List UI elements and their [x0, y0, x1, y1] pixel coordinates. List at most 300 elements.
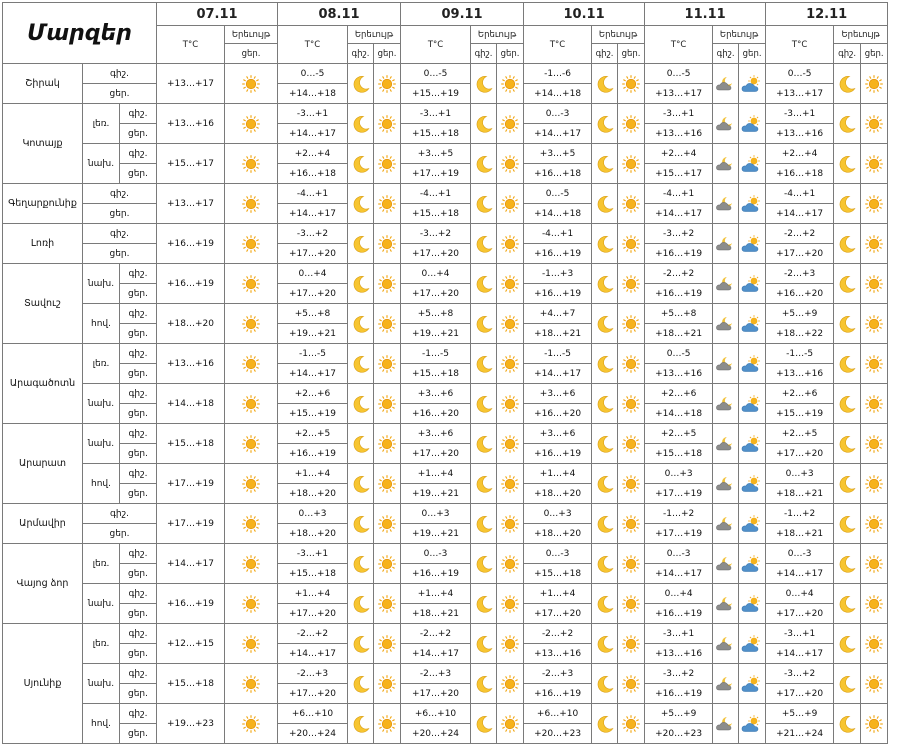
day-temp: +16…+19	[524, 244, 592, 264]
moon-icon	[471, 104, 497, 144]
day-label: ցեր.	[83, 204, 157, 224]
night-temp: -2…+3	[401, 664, 471, 684]
day-temp: +20…+24	[401, 724, 471, 744]
night-label: գիշ.	[120, 344, 157, 364]
day-temp: +18…+21	[766, 524, 834, 544]
night-temp: 0…+4	[278, 264, 348, 284]
sun-icon	[225, 184, 278, 224]
sun-icon	[618, 664, 645, 704]
night-temp: -1…+2	[766, 504, 834, 524]
day-label: ցեր.	[120, 164, 157, 184]
sun-icon	[225, 264, 278, 304]
day-temp: +17…+20	[766, 604, 834, 624]
day-temp: +14…+17	[278, 124, 348, 144]
day-temp: +18…+21	[401, 604, 471, 624]
moon-icon	[471, 144, 497, 184]
sun-icon	[374, 264, 401, 304]
night-temp: 0…-3	[524, 104, 592, 124]
moon-icon	[348, 704, 374, 744]
moon-icon	[592, 224, 618, 264]
moon-icon	[592, 384, 618, 424]
day-label: ցեր.	[83, 524, 157, 544]
night-temp: 0…+4	[401, 264, 471, 284]
moon-icon	[592, 184, 618, 224]
day-temp: +14…+17	[278, 204, 348, 224]
moon-icon	[348, 184, 374, 224]
cloud-moon-icon	[713, 544, 739, 584]
moon-icon	[348, 664, 374, 704]
night-temp: +1…+4	[401, 464, 471, 484]
night-temp: 0…-5	[645, 64, 713, 84]
sun-icon	[225, 664, 278, 704]
night-temp: -3…+2	[401, 224, 471, 244]
night-temp: +2…+4	[645, 144, 713, 164]
day-label: ցեր.	[120, 444, 157, 464]
temp-header: T°C	[645, 26, 713, 64]
sun-icon	[374, 304, 401, 344]
night-temp: -4…+1	[401, 184, 471, 204]
day-temp: +16…+19	[645, 604, 713, 624]
day-temp: +15…+19	[401, 84, 471, 104]
sun-icon	[374, 344, 401, 384]
phenomena-header: Երեւույթ	[713, 26, 766, 44]
day-temp: +19…+21	[278, 324, 348, 344]
moon-icon	[834, 304, 861, 344]
night-temp: +5…+8	[645, 304, 713, 324]
sun-icon	[618, 304, 645, 344]
moon-icon	[834, 344, 861, 384]
zone-label: լեռ.	[83, 544, 120, 584]
region-name: Վայոց ձոր	[3, 544, 83, 624]
cloud-moon-icon	[713, 264, 739, 304]
day-label: ցեր.	[120, 644, 157, 664]
night-label: գիշ.	[120, 304, 157, 324]
night-temp: -3…+1	[401, 104, 471, 124]
night-label: գիշ.	[120, 144, 157, 164]
day-label: ցեր.	[120, 564, 157, 584]
night-temp: +2…+4	[278, 144, 348, 164]
moon-icon	[592, 104, 618, 144]
night-subheader: գիշ.	[592, 44, 618, 64]
day-temp: +14…+17	[766, 644, 834, 664]
sun-icon	[861, 584, 888, 624]
night-temp: -3…+2	[645, 224, 713, 244]
cloud-sun-icon	[739, 184, 766, 224]
sun-icon	[225, 384, 278, 424]
sun-icon	[374, 104, 401, 144]
day-temp: +15…+18	[401, 124, 471, 144]
day-temp: +15…+18	[524, 564, 592, 584]
moon-icon	[348, 264, 374, 304]
temp-header: T°C	[278, 26, 348, 64]
night-temp: -2…+3	[278, 664, 348, 684]
day-temp: +19…+21	[401, 524, 471, 544]
night-label: գիշ.	[120, 264, 157, 284]
sun-icon	[861, 504, 888, 544]
day-temp: +13…+17	[645, 84, 713, 104]
moon-icon	[348, 64, 374, 104]
day-temp: +20…+23	[645, 724, 713, 744]
day-temp: +14…+18	[278, 84, 348, 104]
table-row	[3, 624, 888, 644]
moon-icon	[348, 424, 374, 464]
day-temp: +15…+18	[278, 564, 348, 584]
moon-icon	[471, 424, 497, 464]
night-temp: -3…+1	[645, 624, 713, 644]
day-temp: +13…+16	[524, 644, 592, 664]
sun-icon	[618, 344, 645, 384]
moon-icon	[471, 184, 497, 224]
night-temp: -2…+2	[645, 264, 713, 284]
day-subheader: ցեր.	[374, 44, 401, 64]
sun-icon	[618, 264, 645, 304]
night-temp: 0…-3	[766, 544, 834, 564]
table-row	[3, 584, 888, 604]
sun-icon	[374, 704, 401, 744]
night-temp: +5…+9	[645, 704, 713, 724]
sun-icon	[225, 504, 278, 544]
sun-icon	[497, 264, 524, 304]
night-temp: 0…+3	[766, 464, 834, 484]
region-name: Արմավիր	[3, 504, 83, 544]
night-temp: -1…-6	[524, 64, 592, 84]
night-label: գիշ.	[120, 424, 157, 444]
night-temp: -3…+2	[278, 224, 348, 244]
day-subheader: ցեր.	[861, 44, 888, 64]
moon-icon	[348, 304, 374, 344]
sun-icon	[374, 624, 401, 664]
sun-icon	[861, 104, 888, 144]
region-name: Արագածոտն	[3, 344, 83, 424]
cloud-moon-icon	[713, 384, 739, 424]
zone-label: հով.	[83, 304, 120, 344]
night-temp: +6…+10	[401, 704, 471, 724]
day-temp: +16…+19	[157, 584, 225, 624]
night-temp: -2…+2	[401, 624, 471, 644]
night-temp: +5…+8	[401, 304, 471, 324]
day-temp: +15…+18	[157, 424, 225, 464]
night-temp: -3…+2	[766, 664, 834, 684]
sun-icon	[497, 144, 524, 184]
night-temp: -1…+3	[524, 264, 592, 284]
moon-icon	[471, 464, 497, 504]
moon-icon	[471, 624, 497, 664]
moon-icon	[834, 184, 861, 224]
day-label: ցեր.	[83, 84, 157, 104]
moon-icon	[471, 504, 497, 544]
night-subheader: գիշ.	[348, 44, 374, 64]
cloud-sun-icon	[739, 464, 766, 504]
cloud-sun-icon	[739, 504, 766, 544]
moon-icon	[471, 384, 497, 424]
day-temp: +14…+17	[645, 564, 713, 584]
moon-icon	[348, 504, 374, 544]
sun-icon	[374, 64, 401, 104]
moon-icon	[834, 464, 861, 504]
night-temp: 0…+4	[766, 584, 834, 604]
night-label: գիշ.	[120, 664, 157, 684]
zone-label: նախ.	[83, 144, 120, 184]
night-temp: -1…-5	[524, 344, 592, 364]
sun-icon	[374, 584, 401, 624]
moon-icon	[348, 544, 374, 584]
moon-icon	[592, 624, 618, 664]
day-temp: +17…+20	[278, 284, 348, 304]
cloud-sun-icon	[739, 64, 766, 104]
day-temp: +18…+21	[524, 324, 592, 344]
zone-label: նախ.	[83, 584, 120, 624]
day-temp: +17…+20	[278, 684, 348, 704]
day-temp: +13…+16	[157, 104, 225, 144]
sun-icon	[618, 624, 645, 664]
cloud-sun-icon	[739, 584, 766, 624]
night-subheader: գիշ.	[471, 44, 497, 64]
night-temp: 0…+3	[401, 504, 471, 524]
day-temp: +17…+19	[157, 464, 225, 504]
cloud-moon-icon	[713, 704, 739, 744]
day-temp: +14…+17	[766, 204, 834, 224]
sun-icon	[225, 464, 278, 504]
cloud-moon-icon	[713, 624, 739, 664]
night-temp: +3…+6	[401, 384, 471, 404]
day-temp: +14…+18	[524, 204, 592, 224]
region-name: Սյունիք	[3, 624, 83, 744]
moon-icon	[834, 664, 861, 704]
day-temp: +16…+19	[645, 284, 713, 304]
moon-icon	[348, 224, 374, 264]
day-temp: +14…+17	[157, 544, 225, 584]
sun-icon	[618, 704, 645, 744]
day-temp: +16…+19	[524, 684, 592, 704]
sun-icon	[497, 304, 524, 344]
sun-icon	[618, 584, 645, 624]
night-temp: -4…+1	[645, 184, 713, 204]
zone-label: հով.	[83, 464, 120, 504]
day-temp: +16…+19	[278, 444, 348, 464]
sun-icon	[225, 584, 278, 624]
day-temp: +17…+20	[766, 684, 834, 704]
cloud-sun-icon	[739, 304, 766, 344]
sun-icon	[374, 224, 401, 264]
night-temp: +3…+6	[524, 384, 592, 404]
night-temp: 0…+3	[278, 504, 348, 524]
sun-icon	[618, 464, 645, 504]
day-temp: +17…+20	[401, 444, 471, 464]
day-label: ցեր.	[120, 124, 157, 144]
moon-icon	[471, 664, 497, 704]
sun-icon	[225, 64, 278, 104]
sun-icon	[861, 224, 888, 264]
day-temp: +15…+18	[645, 444, 713, 464]
sun-icon	[225, 224, 278, 264]
region-name: Կոտայք	[3, 104, 83, 184]
date-header: 09.11	[401, 3, 524, 26]
cloud-sun-icon	[739, 224, 766, 264]
night-label: գիշ.	[120, 464, 157, 484]
day-temp: +14…+17	[645, 204, 713, 224]
temp-header: T°C	[401, 26, 471, 64]
day-temp: +14…+17	[766, 564, 834, 584]
night-temp: 0…-5	[278, 64, 348, 84]
sun-icon	[374, 384, 401, 424]
sun-icon	[861, 304, 888, 344]
moon-icon	[592, 584, 618, 624]
cloud-sun-icon	[739, 344, 766, 384]
sun-icon	[861, 704, 888, 744]
sun-icon	[861, 664, 888, 704]
table-row	[3, 664, 888, 684]
day-label: ցեր.	[120, 284, 157, 304]
temp-header: T°C	[766, 26, 834, 64]
day-temp: +13…+17	[157, 64, 225, 104]
zone-label: լեռ.	[83, 104, 120, 144]
night-temp: +2…+5	[278, 424, 348, 444]
night-temp: -3…+2	[645, 664, 713, 684]
sun-icon	[374, 544, 401, 584]
day-temp: +15…+18	[157, 664, 225, 704]
temp-header: T°C	[157, 26, 225, 64]
day-temp: +16…+18	[766, 164, 834, 184]
table-row	[3, 184, 888, 204]
sun-icon	[861, 64, 888, 104]
day-label: ցեր.	[83, 244, 157, 264]
sun-icon	[497, 624, 524, 664]
night-label: գիշ.	[120, 104, 157, 124]
date-header: 11.11	[645, 3, 766, 26]
moon-icon	[471, 264, 497, 304]
night-label: գիշ.	[83, 504, 157, 524]
day-temp: +19…+23	[157, 704, 225, 744]
day-temp: +17…+20	[524, 604, 592, 624]
moon-icon	[834, 584, 861, 624]
moon-icon	[592, 544, 618, 584]
day-label: ցեր.	[120, 604, 157, 624]
day-label: ցեր.	[120, 364, 157, 384]
sun-icon	[497, 544, 524, 584]
night-temp: +2…+5	[766, 424, 834, 444]
day-temp: +16…+19	[157, 224, 225, 264]
moon-icon	[471, 544, 497, 584]
sun-icon	[374, 504, 401, 544]
moon-icon	[592, 144, 618, 184]
night-temp: -2…+2	[278, 624, 348, 644]
sun-icon	[225, 104, 278, 144]
night-temp: +3…+5	[524, 144, 592, 164]
sun-icon	[497, 184, 524, 224]
sun-icon	[374, 144, 401, 184]
date-header: 08.11	[278, 3, 401, 26]
date-header: 10.11	[524, 3, 645, 26]
day-temp: +16…+18	[278, 164, 348, 184]
night-temp: +1…+4	[278, 584, 348, 604]
sun-icon	[497, 344, 524, 384]
day-temp: +14…+17	[401, 644, 471, 664]
sun-icon	[225, 144, 278, 184]
night-label: գիշ.	[120, 384, 157, 404]
table-row	[3, 704, 888, 724]
sun-icon	[225, 304, 278, 344]
sun-icon	[618, 544, 645, 584]
moon-icon	[592, 664, 618, 704]
cloud-moon-icon	[713, 144, 739, 184]
day-temp: +13…+16	[645, 644, 713, 664]
sun-icon	[861, 464, 888, 504]
moon-icon	[592, 704, 618, 744]
night-temp: 0…-5	[401, 64, 471, 84]
day-temp: +18…+20	[524, 484, 592, 504]
day-temp: +17…+20	[278, 244, 348, 264]
moon-icon	[592, 464, 618, 504]
zone-label: լեռ.	[83, 624, 120, 664]
day-temp: +13…+17	[766, 84, 834, 104]
moon-icon	[834, 104, 861, 144]
night-temp: -3…+1	[766, 624, 834, 644]
moon-icon	[592, 504, 618, 544]
day-temp: +13…+16	[645, 124, 713, 144]
table-row	[3, 544, 888, 564]
day-temp: +14…+18	[524, 84, 592, 104]
region-name: Տավուշ	[3, 264, 83, 344]
day-temp: +17…+20	[766, 244, 834, 264]
cloud-moon-icon	[713, 224, 739, 264]
table-row	[3, 304, 888, 324]
temp-header: T°C	[524, 26, 592, 64]
cloud-sun-icon	[739, 144, 766, 184]
sun-icon	[861, 624, 888, 664]
night-temp: -1…-5	[766, 344, 834, 364]
phenomena-header: Երեւույթ	[225, 26, 278, 44]
moon-icon	[348, 584, 374, 624]
day-temp: +16…+20	[766, 284, 834, 304]
phenomena-header: Երեւույթ	[834, 26, 888, 44]
day-temp: +17…+19	[645, 524, 713, 544]
sun-icon	[618, 64, 645, 104]
night-temp: 0…+3	[524, 504, 592, 524]
night-temp: +2…+6	[766, 384, 834, 404]
sun-icon	[618, 504, 645, 544]
table-row	[3, 64, 888, 84]
night-temp: +1…+4	[524, 464, 592, 484]
sun-icon	[497, 584, 524, 624]
day-subheader: ցեր.	[618, 44, 645, 64]
moon-icon	[834, 624, 861, 664]
night-temp: +2…+6	[278, 384, 348, 404]
day-temp: +16…+19	[645, 684, 713, 704]
day-temp: +17…+19	[645, 484, 713, 504]
day-temp: +17…+20	[401, 684, 471, 704]
day-temp: +16…+19	[524, 444, 592, 464]
moon-icon	[348, 624, 374, 664]
sun-icon	[497, 464, 524, 504]
day-temp: +14…+18	[157, 384, 225, 424]
moon-icon	[834, 424, 861, 464]
sun-icon	[861, 424, 888, 464]
sun-icon	[225, 624, 278, 664]
night-temp: -1…-5	[278, 344, 348, 364]
moon-icon	[592, 264, 618, 304]
day-temp: +16…+18	[524, 164, 592, 184]
sun-icon	[861, 344, 888, 384]
sun-icon	[861, 184, 888, 224]
day-temp: +18…+21	[766, 484, 834, 504]
sun-icon	[618, 424, 645, 464]
moon-icon	[834, 264, 861, 304]
moon-icon	[348, 104, 374, 144]
table-row	[3, 264, 888, 284]
table-row	[3, 424, 888, 444]
day-temp: +13…+16	[766, 364, 834, 384]
night-temp: +1…+4	[401, 584, 471, 604]
